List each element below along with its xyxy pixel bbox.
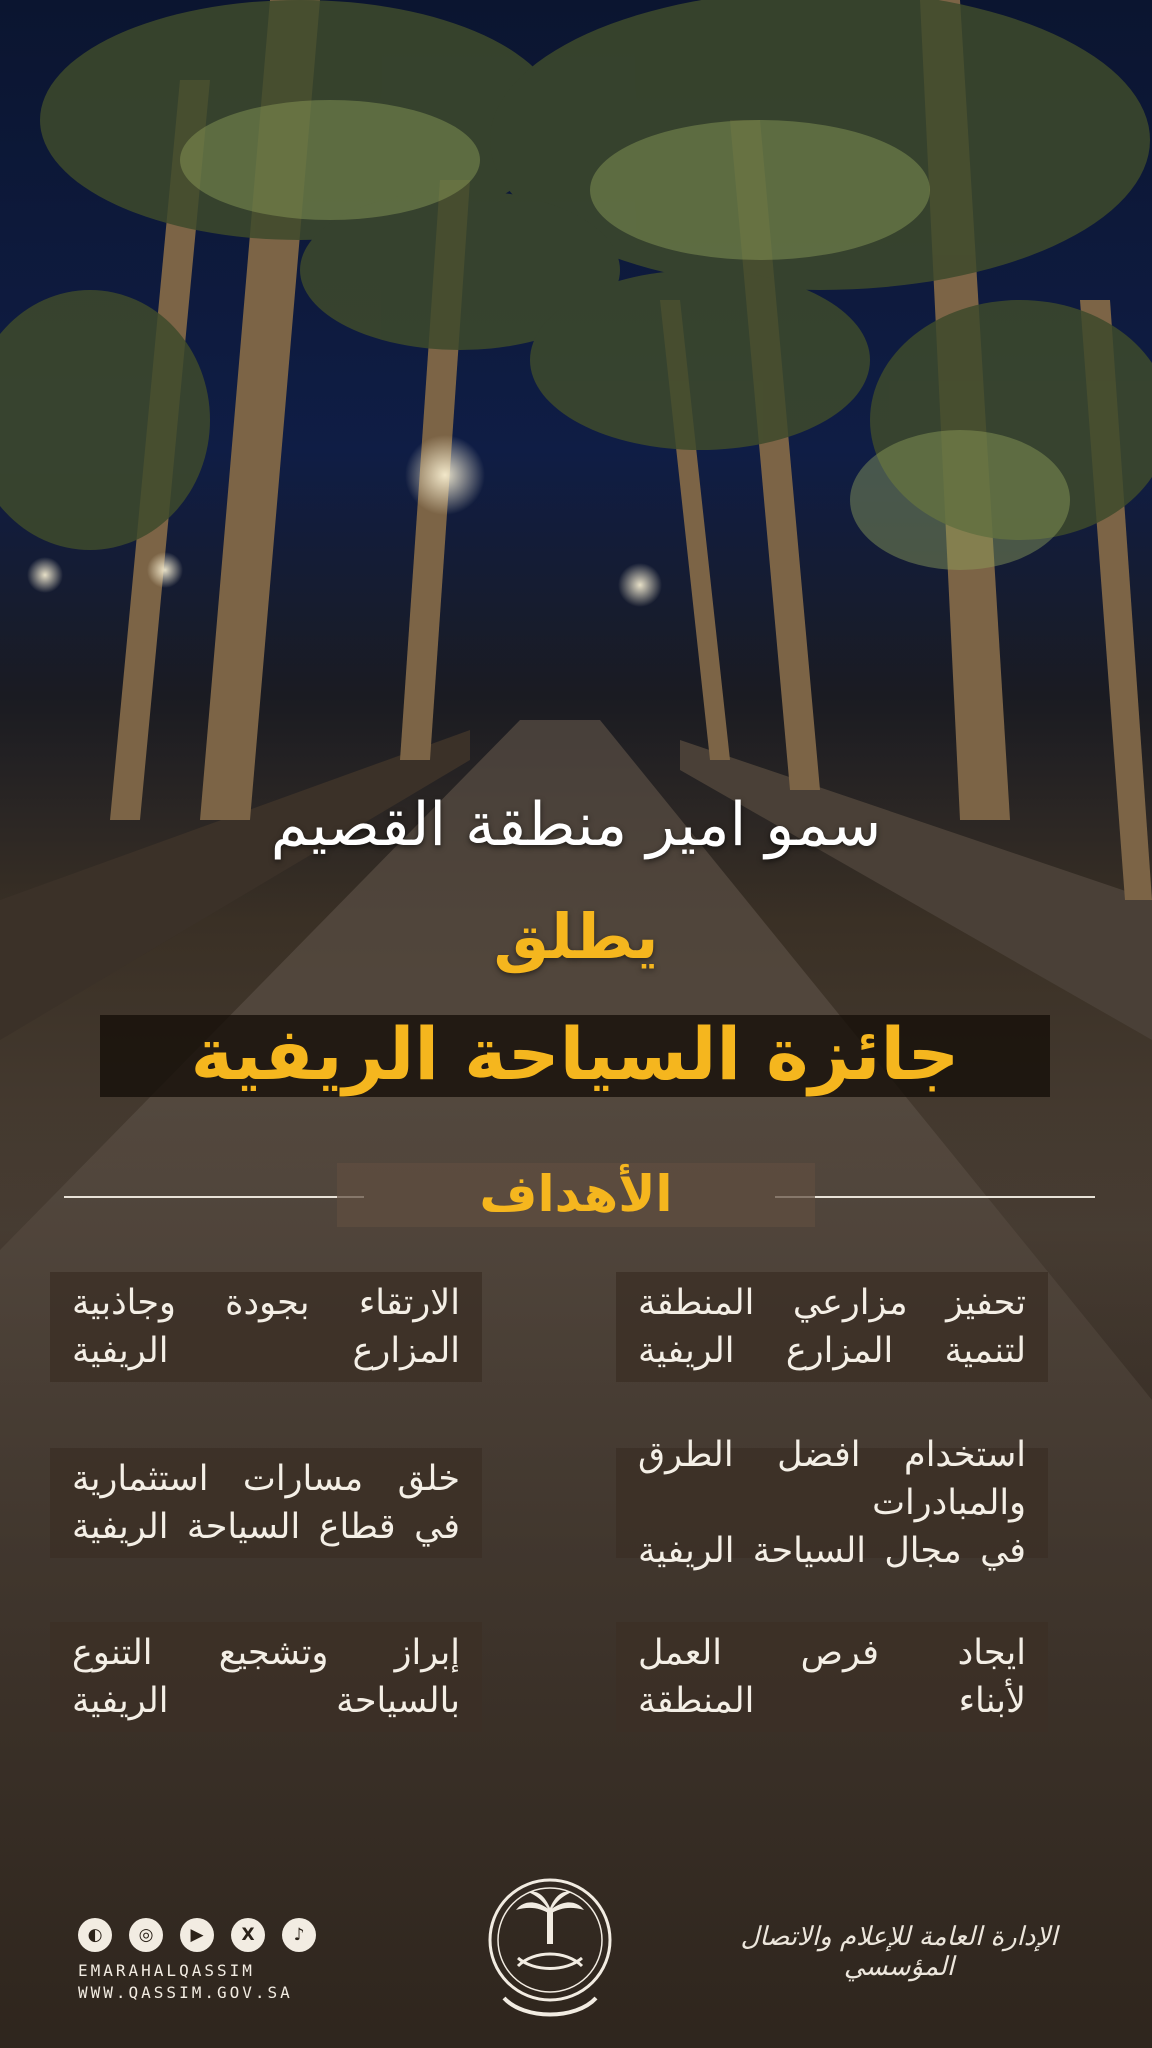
x-icon[interactable]: X	[231, 1918, 265, 1952]
goal-card	[50, 1272, 482, 1382]
goal-line: إبراز وتشجيع التنوع	[72, 1633, 460, 1673]
goal-card	[50, 1448, 482, 1558]
website-link[interactable]: WWW.QASSIM.GOV.SA	[78, 1983, 293, 2002]
handle-text: EMARAHALQASSIM	[78, 1961, 255, 1980]
emirate-emblem-icon	[474, 1870, 626, 2026]
goal-line: تحفيز مزارعي المنطقة	[638, 1283, 1026, 1323]
goal-line: ايجاد فرص العمل	[638, 1633, 1026, 1673]
goal-line: الارتقاء بجودة وجاذبية	[72, 1283, 460, 1323]
divider-left	[64, 1196, 364, 1198]
instagram-icon[interactable]: ◎	[129, 1918, 163, 1952]
department-logotype	[720, 1922, 1078, 1982]
goal-line: لأبناء المنطقة	[638, 1681, 1026, 1721]
divider-right	[775, 1196, 1095, 1198]
headline-launches: يطلق	[493, 900, 659, 973]
goal-card	[616, 1622, 1048, 1732]
goal-line: خلق مسارات استثمارية	[72, 1459, 460, 1499]
headline-governor: سمو امير منطقة القصيم	[270, 790, 882, 860]
award-title: جائزة السياحة الريفية	[190, 1012, 960, 1096]
goal-line: استخدام افضل الطرق والمبادرات	[638, 1435, 1026, 1523]
goal-line: لتنمية المزارع الريفية	[638, 1331, 1026, 1371]
goal-card	[616, 1272, 1048, 1382]
department-name: الإدارة العامة للإعلام والاتصال المؤسسي	[740, 1922, 1058, 1982]
goal-line: بالسياحة الريفية	[72, 1681, 460, 1721]
youtube-icon[interactable]: ▶	[180, 1918, 214, 1952]
goal-card	[616, 1435, 1048, 1571]
snapchat-icon[interactable]: ◐	[78, 1918, 112, 1952]
goal-card	[50, 1622, 482, 1732]
tiktok-icon[interactable]: ♪	[282, 1918, 316, 1952]
goal-line: في قطاع السياحة الريفية	[72, 1507, 460, 1547]
goals-title: الأهداف	[479, 1165, 673, 1223]
social-handle	[78, 1960, 318, 2004]
goal-line: في مجال السياحة الريفية	[638, 1531, 1026, 1571]
social-links	[78, 1918, 316, 1952]
goal-line: المزارع الريفية	[72, 1331, 460, 1371]
